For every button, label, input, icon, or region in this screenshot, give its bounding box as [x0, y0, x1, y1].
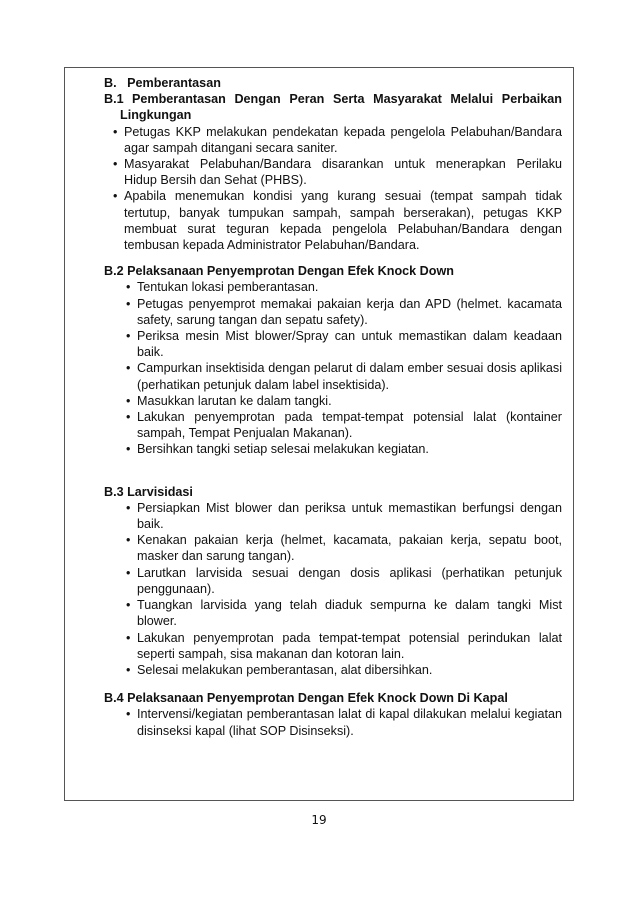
list-item: • Tentukan lokasi pemberantasan. [137, 279, 562, 295]
b2-title: B.2 Pelaksanaan Penyemprotan Dengan Efek Knock Down [104, 264, 454, 279]
list-item: • Persiapkan Mist blower dan periksa untuk memastikan berfungsi dengan baik. [137, 500, 562, 532]
list-item: • Bersihkan tangki setiap selesai melakukan kegiatan. [137, 441, 562, 457]
b1-title [104, 91, 562, 107]
list-item: • Petugas penyemprot memakai pakaian kerja dan APD (helmet. kacamata safety, sarung tangan dan sepatu safety). [137, 296, 562, 328]
list-item: • Lakukan penyemprotan pada tempat-tempat potensial lalat (kontainer sampah, Tempat Penjualan Makanan). [137, 409, 562, 441]
b1-list [124, 124, 562, 254]
b2-list [137, 279, 562, 457]
list-item: • Campurkan insektisida dengan pelarut di dalam ember sesuai dosis aplikasi (perhatikan petunjuk dalam label insektisida). [137, 360, 562, 392]
b3-list [137, 500, 562, 678]
b4-list [137, 706, 562, 738]
list-item: • Petugas KKP melakukan pendekatan kepada pengelola Pelabuhan/Bandara agar sampah ditangani secara saniter. [124, 124, 562, 156]
document-body [104, 75, 562, 739]
list-item: • Masyarakat Pelabuhan/Bandara disarankan untuk menerapkan Perilaku Hidup Bersih dan Sehat (PHBS). [124, 156, 562, 188]
list-item: • Periksa mesin Mist blower/Spray can untuk memastikan dalam keadaan baik. [137, 328, 562, 360]
b3-title: B.3 Larvisidasi [104, 484, 193, 499]
b4-title: B.4 Pelaksanaan Penyemprotan Dengan Efek Knock Down Di Kapal [104, 691, 508, 706]
b1-title-line2: Lingkungan [120, 108, 192, 123]
list-item: • Larutkan larvisida sesuai dengan dosis aplikasi (perhatikan petunjuk penggunaan). [137, 565, 562, 597]
list-item: • Lakukan penyemprotan pada tempat-tempat potensial perindukan lalat seperti sampah, sisa makanan dan kotoran lain. [137, 630, 562, 662]
b1-number: B.1 [104, 92, 124, 107]
list-item: • Selesai melakukan pemberantasan, alat dibersihkan. [137, 662, 562, 678]
page-number: 19 [311, 813, 327, 827]
list-item: • Masukkan larutan ke dalam tangki. [137, 393, 562, 409]
b1-title-line1: Pemberantasan Dengan Peran Serta Masyarakat Melalui Perbaikan [132, 92, 562, 107]
list-item: • Intervensi/kegiatan pemberantasan lalat di kapal dilakukan melalui kegiatan disinseksi kapal (lihat SOP Disinseksi). [137, 706, 562, 738]
list-item: • Apabila menemukan kondisi yang kurang sesuai (tempat sampah tidak tertutup, banyak tumpukan sampah, sampah berserakan), petugas KKP membuat surat teguran kepada pengelola Pelabuhan/Bandara dengan tembusan kepada Administrator Pelabuhan/Bandara. [124, 188, 562, 253]
list-item: • Kenakan pakaian kerja (helmet, kacamata, pakaian kerja, sepatu boot, masker dan sarung tangan). [137, 532, 562, 564]
list-item: • Tuangkan larvisida yang telah diaduk sempurna ke dalam tangki Mist blower. [137, 597, 562, 629]
section-b-heading: B. Pemberantasan [104, 76, 221, 90]
